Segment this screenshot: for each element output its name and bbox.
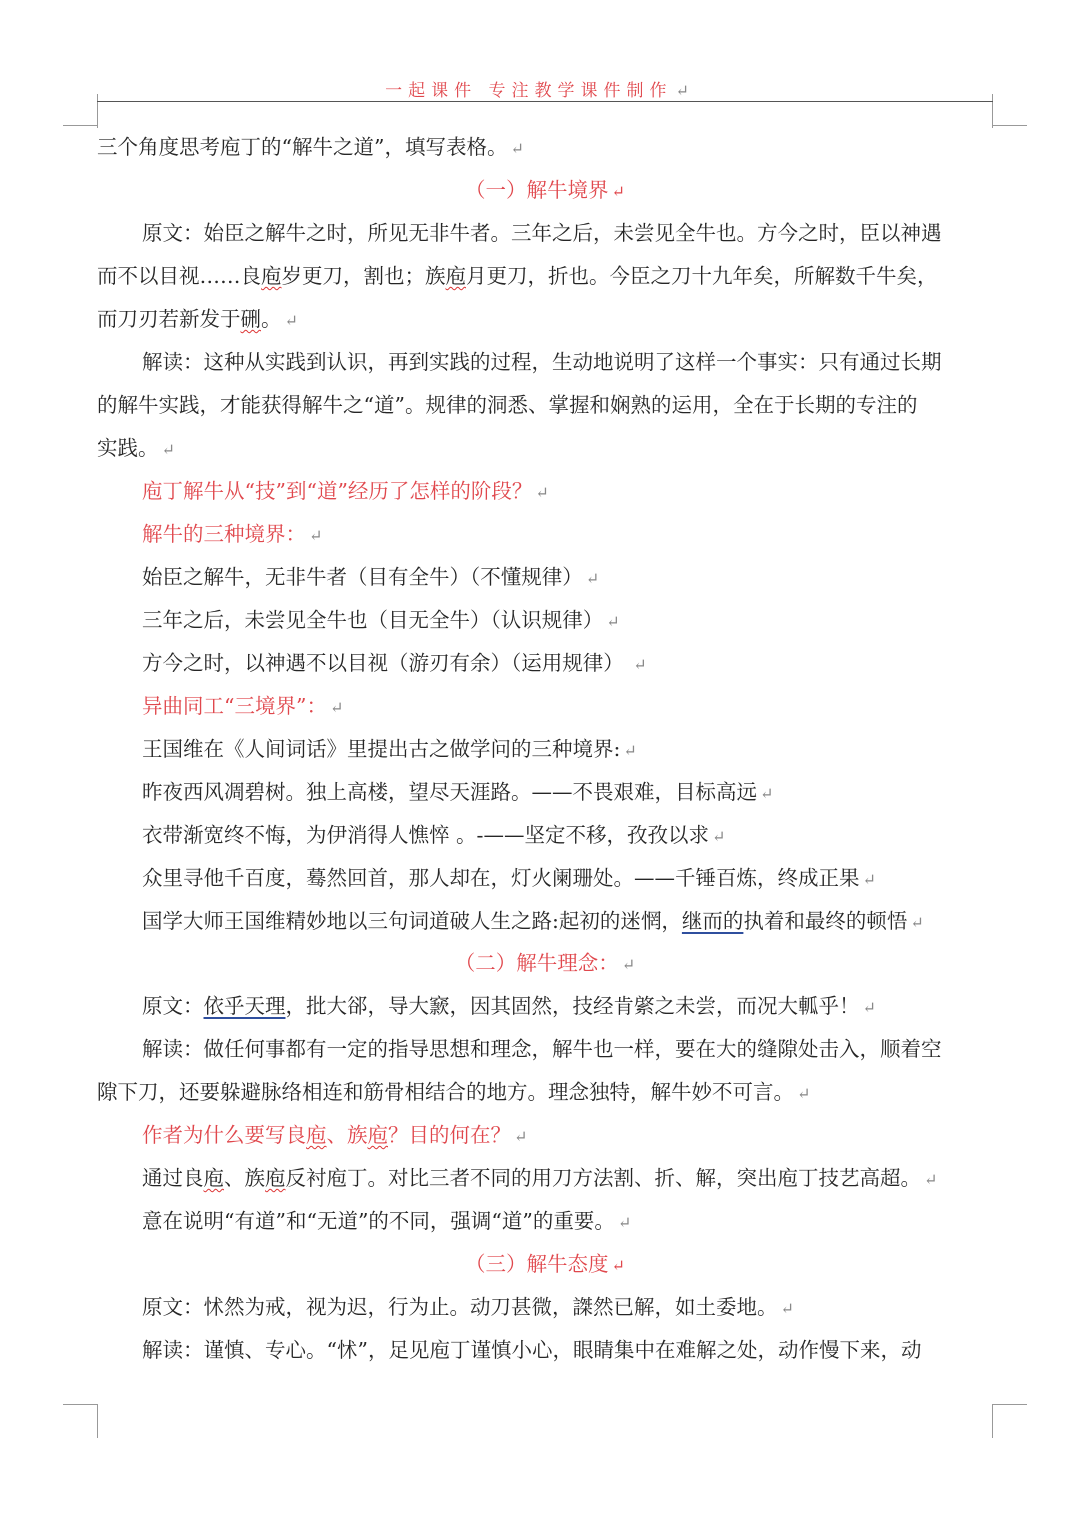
text-run: （三）解牛态度 — [465, 1252, 609, 1276]
paragraph-mark: ↵ — [910, 913, 924, 932]
paragraph-mark: ↵ — [760, 784, 774, 803]
text-run: 解牛的三种境界： — [142, 522, 306, 546]
paragraph-line — [142, 219, 997, 247]
text-run: 原文： — [142, 994, 204, 1018]
text-run: （一）解牛境界 — [465, 178, 609, 202]
crop-mark-bottom-right-h — [993, 1404, 1027, 1405]
paragraph-mark: ↵ — [329, 698, 344, 717]
crop-mark-bottom-left-h — [63, 1404, 97, 1405]
text-run: 王国维在《人间词话》里提出古之做学问的三种境界: — [142, 737, 621, 761]
text-run: 依乎天理 — [203, 994, 286, 1018]
crop-mark-bottom-left — [97, 1404, 98, 1438]
text-run: 通过良 — [142, 1166, 204, 1190]
paragraph-mark: ↵ — [862, 998, 876, 1017]
text-run: 解读：做任何事都有一定的指导思想和理念，解牛也一样，要在大的缝隙处击入，顺着空 — [142, 1037, 942, 1061]
paragraph-line — [142, 1207, 997, 1237]
text-run: 异曲同工“三境界”： — [142, 694, 327, 718]
paragraph-line — [142, 864, 997, 894]
text-run: 三年之后，未尝见全牛也（目无全牛）（认识规律） — [142, 608, 604, 632]
text-run: 衣带渐宽终不悔，为伊消得人憔悴 。-——坚定不移，孜孜以求 — [142, 823, 709, 847]
paragraph-mark: ↵ — [606, 612, 620, 631]
paragraph-mark: ↵ — [617, 1213, 632, 1232]
paragraph-line — [142, 348, 997, 376]
text-run: 继而的 — [681, 909, 744, 933]
text-run: 。 — [261, 307, 282, 331]
paragraph-line — [142, 1035, 997, 1063]
paragraph-line — [97, 262, 997, 290]
paragraph-line — [142, 1336, 997, 1364]
text-run: 解读：谨慎、专心。“怵”，足见庖丁谨慎小心，眼睛集中在难解之处，动作慢下来，动 — [142, 1338, 922, 1362]
text-run: 解读：这种从实践到认识，再到实践的过程，生动地说明了这样一个事实：只有通过长期 — [142, 350, 942, 374]
paragraph-mark: ↵ — [585, 569, 600, 588]
text-run: 众里寻他千百度，蓦然回首，那人却在，灯火阑珊处。——千锤百炼，终成正果 — [142, 866, 860, 890]
text-run: 的解牛实践，才能获得解牛之“道”。规律的洞悉、掌握和娴熟的运用，全在于长期的专注的 — [97, 393, 918, 417]
text-run: 始臣之解牛，无非牛者（目有全牛）（不懂规律） — [142, 565, 583, 589]
paragraph-mark: ↵ — [535, 483, 549, 502]
paragraph-line — [142, 563, 997, 593]
paragraph-line — [142, 735, 997, 765]
text-run: 而不以目视……良 — [97, 264, 261, 288]
paragraph-mark: ↵ — [611, 182, 625, 201]
text-run: 硎 — [240, 307, 261, 331]
crop-mark-bottom-right — [992, 1404, 993, 1438]
text-run: 而刀刃若新发于 — [97, 307, 241, 331]
text-run: 作者为什么要写良 — [142, 1123, 306, 1147]
crop-mark-top-right-h — [993, 125, 1027, 126]
text-run: 实践。 — [97, 436, 159, 460]
text-run: 庖 — [367, 1123, 388, 1147]
text-run: 执着和最终的顿悟 — [743, 909, 908, 933]
text-run: 、族 — [326, 1123, 368, 1147]
paragraph-mark: ↵ — [514, 1127, 528, 1146]
paragraph-mark: ↵ — [284, 311, 298, 330]
paragraph-mark: ↵ — [611, 1256, 625, 1275]
text-run: 庖丁解牛从“技”到“道”经历了怎样的阶段？ — [142, 479, 533, 503]
paragraph-mark: ↵ — [924, 1170, 938, 1189]
paragraph-line — [142, 821, 997, 851]
text-run: 庖 — [261, 264, 282, 288]
paragraph-line — [142, 649, 997, 679]
text-run: 庖 — [265, 1166, 286, 1190]
header-title: 一起课件 专注教学课件制作 — [385, 81, 673, 101]
text-run: 反衬庖丁。对比三者不同的用刀方法割、折、解，突出庖丁技艺高超。 — [285, 1166, 921, 1190]
question-line — [142, 1121, 997, 1151]
text-run: 原文：始臣之解牛之时，所见无非牛者。三年之后，未尝见全牛也。方今之时，臣以神遇 — [142, 221, 942, 245]
text-run: ，批大郤，导大窾，因其固然，技经肯綮之未尝，而况大軱乎！ — [285, 994, 860, 1018]
text-run: ？目的何在？ — [388, 1123, 511, 1147]
page-header — [0, 76, 1080, 101]
paragraph-mark: ↵ — [633, 655, 647, 674]
text-run: 隙下刀，还要躲避脉络相连和筋骨相结合的地方。理念独特，解牛妙不可言。 — [97, 1080, 794, 1104]
paragraph-mark: ↵ — [621, 955, 636, 974]
paragraph-line — [97, 434, 997, 464]
paragraph-mark: ↵ — [161, 440, 175, 459]
paragraph-line — [97, 391, 997, 419]
paragraph-mark: ↵ — [675, 81, 695, 100]
text-run: 庖 — [306, 1123, 327, 1147]
subheading-line — [142, 692, 997, 722]
paragraph-mark: ↵ — [797, 1084, 811, 1103]
subheading-line — [142, 520, 997, 550]
paragraph-mark: ↵ — [510, 139, 524, 158]
paragraph-line — [142, 1164, 997, 1194]
text-run: 三个角度思考庖丁的“解牛之道”，填写表格。 — [97, 135, 508, 159]
paragraph-line — [97, 133, 997, 163]
text-run: 昨夜西风凋碧树。独上高楼，望尽天涯路。——不畏艰难，目标高远 — [142, 780, 757, 804]
section-heading-2 — [97, 949, 993, 979]
paragraph-line — [142, 907, 997, 937]
text-run: 庖 — [445, 264, 466, 288]
text-run: 庖 — [203, 1166, 224, 1190]
text-run: 国学大师王国维精妙地以三句词道破人生之路:起初的迷惘， — [142, 909, 682, 933]
paragraph-mark: ↵ — [309, 526, 323, 545]
crop-mark-top-left-h — [63, 125, 97, 126]
text-run: （二）解牛理念： — [454, 951, 619, 975]
paragraph-line — [142, 606, 997, 636]
paragraph-mark: ↵ — [623, 741, 637, 760]
text-run: 原文：怵然为戒，视为迟，行为止。动刀甚微，謋然已解，如土委地。 — [142, 1295, 778, 1319]
text-run: 月更刀，折也。今臣之刀十九年矣，所解数千牛矣， — [466, 264, 938, 288]
header-rule — [97, 101, 993, 102]
paragraph-line — [97, 1078, 997, 1108]
paragraph-line — [142, 1293, 997, 1323]
paragraph-mark: ↵ — [780, 1299, 794, 1318]
text-run: 、族 — [224, 1166, 265, 1190]
paragraph-line — [142, 778, 997, 808]
text-run: 方今之时，以神遇不以目视（游刃有余）（运用规律） — [142, 651, 631, 675]
paragraph-mark: ↵ — [711, 827, 726, 846]
paragraph-line — [142, 992, 997, 1022]
paragraph-mark: ↵ — [862, 870, 876, 889]
text-run: 岁更刀，割也；族 — [281, 264, 446, 288]
paragraph-line — [97, 305, 997, 335]
question-line — [142, 477, 997, 507]
text-run: 意在说明“有道”和“无道”的不同，强调“道”的重要。 — [142, 1209, 615, 1233]
section-heading-3 — [97, 1250, 993, 1280]
section-heading-1 — [97, 176, 993, 206]
